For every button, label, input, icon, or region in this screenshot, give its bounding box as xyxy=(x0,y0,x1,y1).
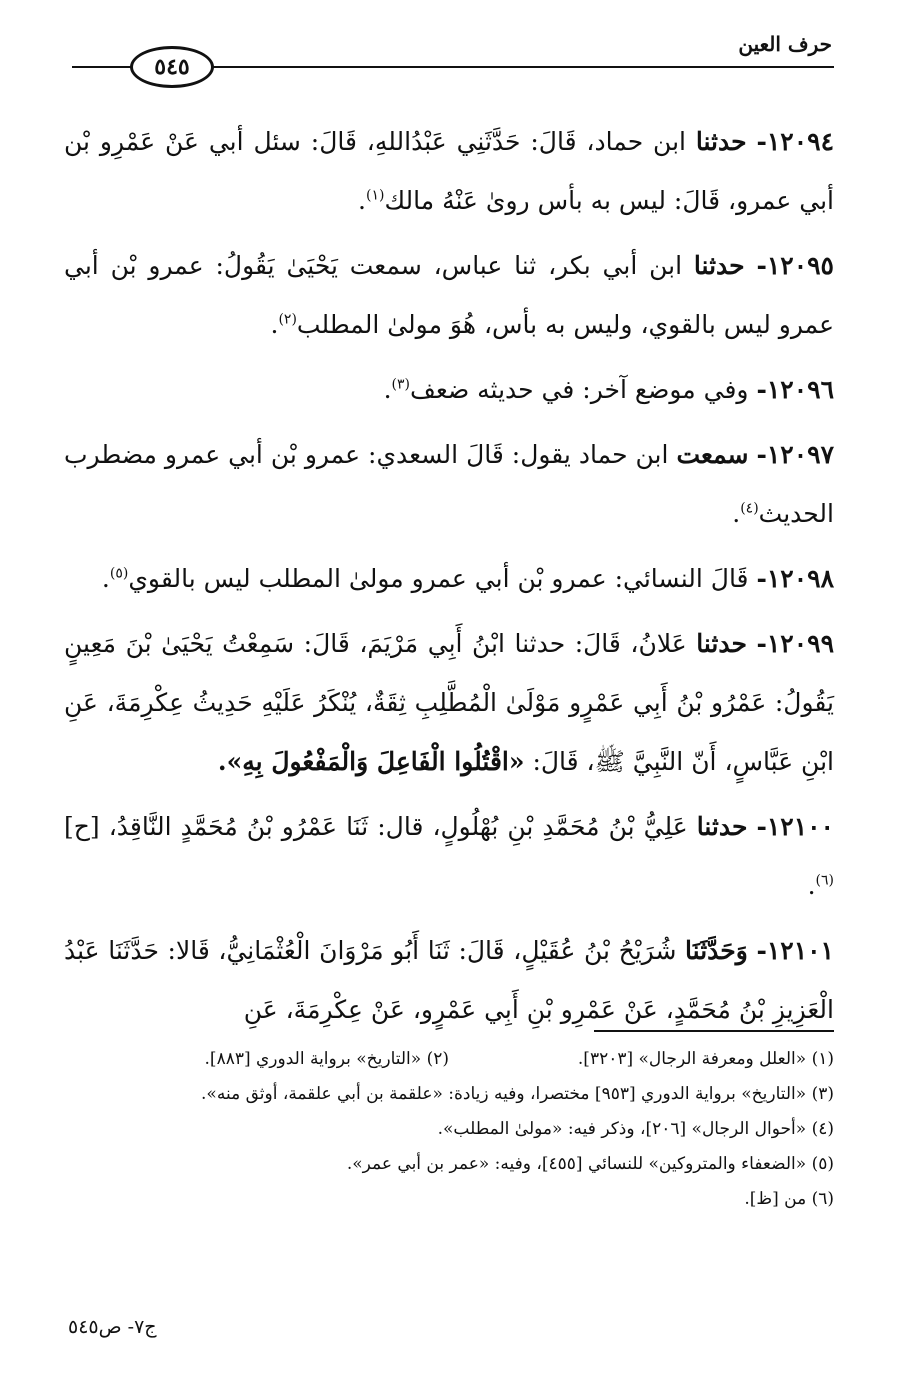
page-number: ٥٤٥ xyxy=(130,46,214,88)
entry-keyword: حدثنا xyxy=(696,812,748,841)
footnote-ref[interactable]: (١) xyxy=(365,187,385,204)
entry-number: ١٢٠٩٦- xyxy=(756,375,834,404)
footnote-ref[interactable]: (٢) xyxy=(278,311,297,328)
footnote-ref[interactable]: (٦) xyxy=(815,872,834,889)
entry-number: ١٢٠٩٧- xyxy=(756,440,835,469)
footnote-4: (٤) «أحوال الرجال» [٢٠٦]، وذكر فيه: «مولىٰ المطلب». xyxy=(437,1119,834,1139)
footnote-5: (٥) «الضعفاء والمتروكين» للنسائي [٤٥٥]، وفيه: «عمر بن أبي عمر». xyxy=(346,1154,834,1174)
entry-12099 xyxy=(64,614,834,791)
entry-text: ابن حماد، قَالَ: حَدَّثَنِي عَبْدُاللهِ، قَالَ: سئل أبي عَنْ عَمْرِو بْن أبي عمرو، قَالَ: ليس به بأس روىٰ عَنْهُ مالك xyxy=(64,127,834,215)
footnote-3: (٣) «التاريخ» برواية الدوري [٩٥٣] مختصرا، وفيه زيادة: «علقمة بن أبي علقمة، أوثق منه». xyxy=(201,1084,834,1104)
entry-12095: ١٢٠٩٥- حدثنا ابن أبي بكر، ثنا عباس، سمعت يَحْيَىٰ يَقُولُ: عمرو بْن أبي عمرو ليس بالقوي، وليس به بأس، هُوَ مولىٰ المطلب$^{(٢)}$. xyxy=(64,251,834,339)
entry-12094: ١٢٠٩٤- حدثنا ابن حماد، قَالَ: حَدَّثَنِي عَبْدُاللهِ، قَالَ: سئل أبي عَنْ عَمْرِو بْن أبي عمرو، قَالَ: ليس به بأس روىٰ عَنْهُ مالك$^{(١)}$. xyxy=(64,127,834,215)
footnote-2: (٢) «التاريخ» برواية الدوري [٨٨٣]. xyxy=(204,1049,449,1069)
footnote-ref[interactable]: (٣) xyxy=(391,376,411,393)
entry-number: ١٢٠٩٥- xyxy=(756,251,834,280)
entry-12096: ١٢٠٩٦- وفي موضع آخر: في حديثه ضعف$^{(٣)}$. xyxy=(383,375,834,404)
footnote-rule xyxy=(594,1030,834,1032)
entry-12100: ١٢١٠٠- حدثنا عَلِيُّ بْنُ مُحَمَّدِ بْنِ بُهْلُولٍ، قال: ثَنَا عَمْرُو بْنُ مُحَمَّدٍ النَّاقِدُ، [ح]$^{(٦)}$. xyxy=(64,812,834,900)
footnote-1: (١) «العلل ومعرفة الرجال» [٣٢٠٣]. xyxy=(577,1049,834,1069)
entry-keyword: وَحَدَّثَنَا xyxy=(685,936,748,965)
entry-text: قَالَ النسائي: عمرو بْن أبي عمرو مولىٰ المطلب ليس بالقوي xyxy=(128,564,749,593)
main-text xyxy=(64,112,834,1045)
running-title: حرف العين xyxy=(738,32,832,56)
entry-text: وفي موضع آخر: في حديثه ضعف xyxy=(410,375,749,404)
entry-keyword: حدثنا xyxy=(693,251,745,280)
entry-text: ابن أبي بكر، ثنا عباس، سمعت يَحْيَىٰ يَقُولُ: عمرو بْن أبي عمرو ليس بالقوي، وليس به بأس، هُوَ مولىٰ المطلب xyxy=(64,251,834,339)
footnote-6: (٦) من [ظ]. xyxy=(744,1189,834,1209)
footnote-row xyxy=(64,1042,834,1077)
entry-text: عَلِيُّ بْنُ مُحَمَّدِ بْنِ بُهْلُولٍ، قال: ثَنَا عَمْرُو بْنُ مُحَمَّدٍ النَّاقِدُ، [ح] xyxy=(64,812,688,841)
entry-keyword: حدثنا xyxy=(696,629,747,658)
entry-text: عَلانُ، قَالَ: حدثنا ابْنُ أَبِي مَرْيَمَ، قَالَ: سَمِعْتُ يَحْيَىٰ بْنَ مَعِينٍ يَقُولُ: عَمْرُو بْنُ أَبِي عَمْرٍو مَوْلَىٰ الْمُطَّلِبِ ثِقَةٌ، يُنْكَرُ عَلَيْهِ حَدِيثُ عِكْرِمَةَ، عَنِ ابْنِ عَبَّاسٍ، أَنّ النَّبِيَّ ﷺ، قَالَ: xyxy=(64,629,834,776)
entry-number: ١٢٠٩٩- xyxy=(756,629,835,658)
entry-text: شُرَيْحُ بْنُ عُقَيْلٍ، قَالَ: ثَنَا أَبُو مَرْوَانَ الْعُثْمَانِيُّ، قَالا: حَدَّثَنَا عَبْدُ الْعَزِيزِ بْنُ مُحَمَّدٍ، عَنْ عَمْرِو بْنِ أَبِي عَمْرٍو، عَنْ عِكْرِمَةَ، عَنِ xyxy=(64,936,834,1024)
hadith-quote: «اقْتُلُوا الْفَاعِلَ وَالْمَفْعُولَ بِهِ». xyxy=(217,747,525,776)
entry-keyword: سمعت xyxy=(676,440,749,469)
footnote-ref[interactable]: (٥) xyxy=(109,565,129,582)
entry-number: ١٢٠٩٨- xyxy=(756,564,834,593)
entry-12097: ١٢٠٩٧- سمعت ابن حماد يقول: قَالَ السعدي: عمرو بْن أبي عمرو مضطرب الحديث$^{(٤)}$. xyxy=(64,440,835,528)
entry-text: ابن حماد يقول: قَالَ السعدي: عمرو بْن أبي عمرو مضطرب الحديث xyxy=(64,440,834,528)
entry-number: ١٢٠٩٤- xyxy=(756,127,834,156)
entry-number: ١٢١٠١- xyxy=(756,936,834,965)
footnotes xyxy=(64,1042,834,1217)
footnote-ref[interactable]: (٤) xyxy=(740,500,759,517)
entry-12101 xyxy=(64,921,834,1039)
entry-number: ١٢١٠٠- xyxy=(756,812,834,841)
entry-keyword: حدثنا xyxy=(695,127,747,156)
entry-12098: ١٢٠٩٨- قَالَ النسائي: عمرو بْن أبي عمرو مولىٰ المطلب ليس بالقوي$^{(٥)}$. xyxy=(101,564,834,593)
volume-page-ref: ج٧- ص٥٤٥ xyxy=(68,1316,157,1338)
